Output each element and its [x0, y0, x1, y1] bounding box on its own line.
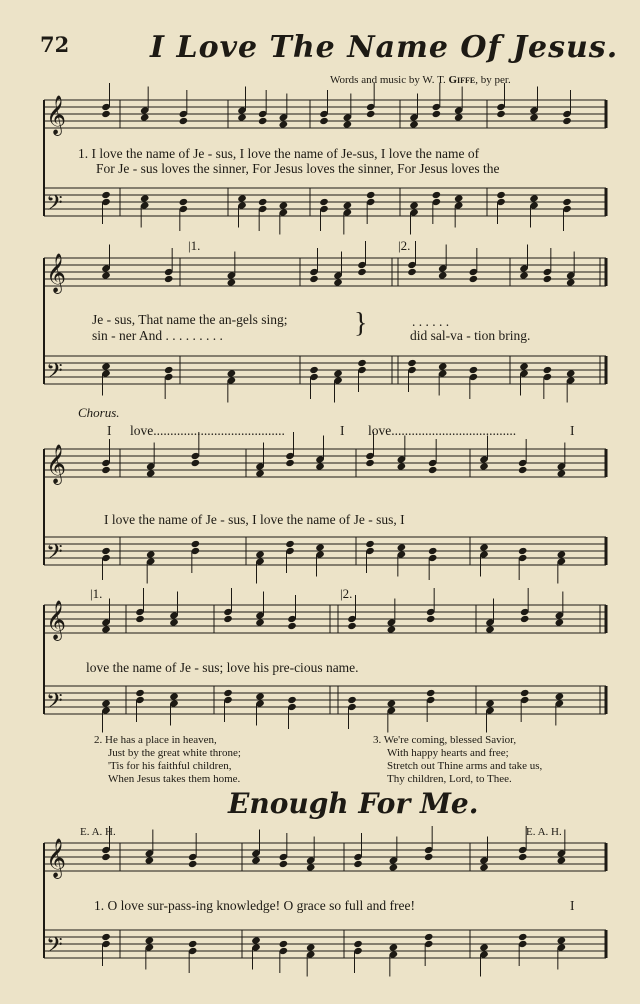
note-head — [223, 615, 233, 623]
treble-clef: 𝄞 — [46, 95, 67, 135]
lyric-verse1-line2: For Je - sus loves the sinner, For Jesus loves the sinner, For Jesus loves the — [96, 161, 500, 176]
note-head — [485, 699, 495, 707]
hymn-credit: Words and music by W. T. Giffe, by per. — [330, 74, 511, 86]
note-head — [496, 191, 506, 199]
note-head — [357, 268, 367, 276]
lyric-line2-b: sin - ner And . . . . . . . . . — [92, 328, 223, 343]
note-head — [191, 540, 201, 548]
note-head — [169, 618, 179, 626]
note-head — [223, 689, 233, 697]
note-head — [227, 278, 237, 286]
note-head — [101, 933, 111, 941]
note-head — [426, 689, 436, 697]
note-head — [279, 201, 289, 209]
note-head — [518, 547, 528, 555]
note-head — [146, 469, 156, 477]
note-head — [479, 543, 489, 551]
note-head — [101, 625, 111, 633]
note-head — [135, 689, 145, 697]
note-head — [319, 117, 329, 125]
note-head — [169, 692, 179, 700]
note-head — [188, 860, 198, 868]
verse-2: 2. He has a place in heaven, Just by the great white throne; 'Tis for his faithful children, When Jesus takes them home. — [94, 734, 241, 785]
note-head — [353, 940, 363, 948]
note-head — [424, 853, 434, 861]
chorus-alto-5: I — [570, 423, 575, 438]
note-head — [529, 194, 539, 202]
note-head — [479, 863, 489, 871]
note-head — [101, 699, 111, 707]
note-head — [454, 194, 464, 202]
lyric-line2-dots: . . . . . . — [412, 314, 450, 329]
chorus-alto-3: I — [340, 423, 345, 438]
lyric-line2-a: Je - sus, That name the an-gels sing; — [92, 312, 288, 327]
bass-clef: 𝄢 — [46, 359, 63, 389]
chorus-alto-2: love....................................... — [130, 423, 285, 438]
note-head — [101, 110, 111, 118]
chorus-alto-1: I — [107, 423, 112, 438]
note-head — [479, 943, 489, 951]
note-head — [366, 110, 376, 118]
note-head — [287, 696, 297, 704]
lyric-brace: } — [354, 308, 368, 339]
note-head — [424, 933, 434, 941]
page-number: 72 — [40, 32, 70, 57]
hymn2-author-right: E. A. H. — [526, 826, 562, 838]
note-head — [496, 110, 506, 118]
bass-clef: 𝄢 — [46, 689, 63, 719]
note-head — [357, 359, 367, 367]
bass-clef: 𝄢 — [46, 540, 63, 570]
note-head — [309, 275, 319, 283]
note-head — [145, 936, 155, 944]
chorus-lyric: I love the name of Je - sus, I love the name of Je - sus, I — [104, 512, 405, 527]
note-head — [469, 275, 479, 283]
note-head — [279, 120, 289, 128]
note-head — [285, 540, 295, 548]
note-head — [438, 271, 448, 279]
note-head — [557, 856, 567, 864]
note-head — [306, 863, 316, 871]
note-head — [179, 117, 189, 125]
note-head — [366, 191, 376, 199]
hymn2-pickup: I — [570, 898, 575, 913]
ending-second-b: |2. — [340, 586, 353, 601]
note-head — [101, 362, 111, 370]
note-head — [101, 853, 111, 861]
note-head — [543, 275, 553, 283]
note-head — [389, 943, 399, 951]
lyric-verse1-line1: 1. I love the name of Je - sus, I love the name of Je-sus, I love the name of — [78, 146, 480, 161]
bass-clef: 𝄢 — [46, 933, 63, 963]
note-head — [555, 692, 565, 700]
note-head — [347, 696, 357, 704]
note-head — [227, 369, 237, 377]
note-head — [237, 113, 247, 121]
note-head — [562, 198, 572, 206]
note-head — [333, 369, 343, 377]
treble-clef: 𝄞 — [46, 253, 67, 293]
treble-clef: 𝄞 — [46, 444, 67, 484]
note-head — [188, 940, 198, 948]
hymn2-title: Enough For Me. — [228, 787, 479, 820]
note-head — [333, 278, 343, 286]
note-head — [146, 550, 156, 558]
note-head — [562, 117, 572, 125]
note-head — [353, 860, 363, 868]
note-head — [164, 366, 174, 374]
ending-first: |1. — [188, 238, 201, 253]
note-head — [479, 462, 489, 470]
note-head — [566, 278, 576, 286]
hymn2-verse1: 1. O love sur-pass-ing knowledge! O grace so full and free! — [94, 898, 416, 913]
note-head — [529, 113, 539, 121]
note-head — [255, 469, 265, 477]
note-head — [255, 550, 265, 558]
note-head — [557, 936, 567, 944]
note-head — [285, 459, 295, 467]
note-head — [454, 113, 464, 121]
note-head — [101, 271, 111, 279]
final-lyric: love the name of Je - sus; love his pre-cious name. — [86, 660, 359, 675]
ending-first-b: |1. — [90, 586, 103, 601]
note-head — [566, 369, 576, 377]
note-head — [428, 547, 438, 555]
note-head — [315, 462, 325, 470]
lyric-line2-d: did sal-va - tion bring. — [410, 328, 531, 343]
note-head — [518, 853, 528, 861]
note-head — [343, 201, 353, 209]
note-head — [258, 198, 268, 206]
note-head — [343, 120, 353, 128]
note-head — [519, 271, 529, 279]
note-head — [555, 618, 565, 626]
note-head — [520, 615, 530, 623]
hymn-title: I Love The Name Of Jesus. — [150, 30, 619, 65]
note-head — [407, 359, 417, 367]
note-head — [518, 933, 528, 941]
note-head — [397, 543, 407, 551]
note-head — [432, 191, 442, 199]
note-head — [191, 459, 201, 467]
verse-3: 3. We're coming, blessed Savior, With happy hearts and free; Stretch out Thine arms and take us, Thy children, Lord, to Thee. — [373, 734, 543, 785]
note-head — [543, 366, 553, 374]
note-head — [237, 194, 247, 202]
note-head — [519, 362, 529, 370]
note-head — [135, 615, 145, 623]
note-head — [179, 198, 189, 206]
note-head — [387, 699, 397, 707]
hymn2-author-left: E. A. H. — [80, 826, 116, 838]
chorus-alto-4: love..................................... — [368, 423, 517, 438]
note-head — [255, 692, 265, 700]
note-head — [255, 618, 265, 626]
note-head — [145, 856, 155, 864]
note-head — [101, 547, 111, 555]
note-head — [319, 198, 329, 206]
treble-clef: 𝄞 — [46, 838, 67, 878]
note-head — [365, 540, 375, 548]
note-head — [287, 622, 297, 630]
note-head — [140, 194, 150, 202]
note-head — [387, 625, 397, 633]
note-head — [485, 625, 495, 633]
note-head — [258, 117, 268, 125]
note-head — [426, 615, 436, 623]
note-head — [279, 940, 289, 948]
note-head — [101, 191, 111, 199]
note-head — [279, 860, 289, 868]
note-head — [520, 689, 530, 697]
note-head — [409, 201, 419, 209]
note-head — [409, 120, 419, 128]
bass-clef: 𝄢 — [46, 191, 63, 221]
note-head — [557, 469, 567, 477]
note-head — [140, 113, 150, 121]
note-head — [101, 466, 111, 474]
note-head — [164, 275, 174, 283]
note-head — [389, 863, 399, 871]
note-head — [438, 362, 448, 370]
note-head — [432, 110, 442, 118]
note-head — [428, 466, 438, 474]
note-head — [518, 466, 528, 474]
ending-second: |2. — [398, 238, 411, 253]
note-head — [469, 366, 479, 374]
note-head — [365, 459, 375, 467]
note-head — [407, 268, 417, 276]
note-head — [397, 462, 407, 470]
note-head — [251, 856, 261, 864]
chorus-label: Chorus. — [78, 405, 120, 420]
note-head — [315, 543, 325, 551]
note-head — [251, 936, 261, 944]
note-head — [309, 366, 319, 374]
note-head — [306, 943, 316, 951]
treble-clef: 𝄞 — [46, 600, 67, 640]
note-head — [557, 550, 567, 558]
note-head — [347, 622, 357, 630]
